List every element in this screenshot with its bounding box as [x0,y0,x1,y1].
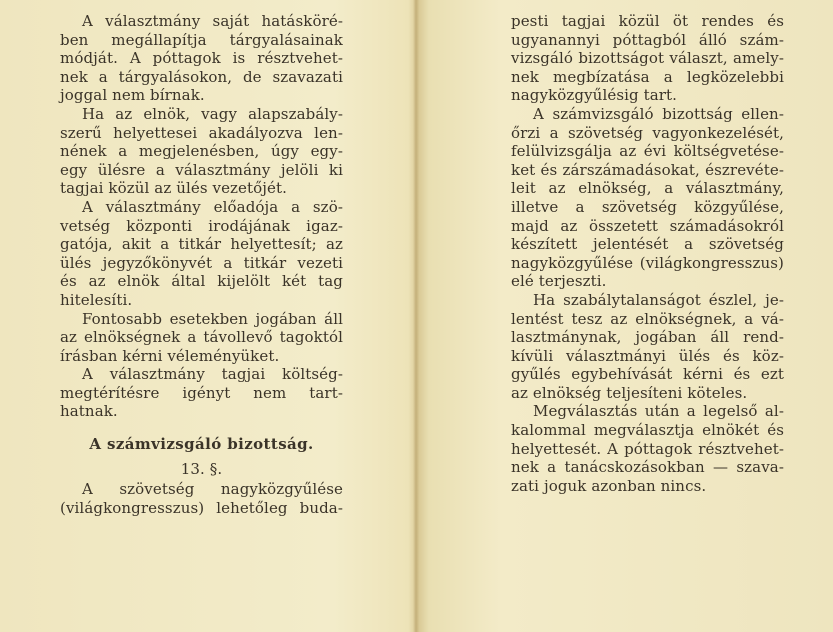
text-line: helyettesét. A póttagok résztvehet- [511,439,784,458]
section-heading: A számvizsgáló bizottság. [89,435,314,454]
text-line: vizsgáló bizottságot választ, amely- [511,49,784,68]
text-line: őrzi a szövetség vagyonkezelését, [511,123,784,142]
text-line: az elnökségnek a távollevő tagoktól [60,328,343,347]
text-line: gatója, akit a titkár helyettesít; az [60,235,343,254]
text-line: Megválasztás után a legelső al- [533,402,784,421]
text-line: kalommal megválasztja elnökét és [511,421,784,440]
text-line: hitelesíti. [60,290,133,309]
text-line: az elnökség teljesíteni köteles. [511,383,748,402]
text-line: nek a tárgyalásokon, de szavazati [60,67,343,86]
text-line: joggal nem bírnak. [60,86,205,105]
text-line: módját. A póttagok is résztvehet- [60,49,343,68]
text-line: majd az összetett számadásokról [511,216,784,235]
text-line: gyűlés egybehívását kérni és ezt [511,365,784,384]
text-line: felülvizsgálja az évi költségvetése- [511,142,784,161]
text-line: lentést tesz az elnökségnek, a vá- [511,309,784,328]
text-line: pesti tagjai közül öt rendes és [511,12,784,30]
text-line: és az elnök által kijelölt két tag [60,272,343,291]
text-line: tagjai közül az ülés vezetőjét. [60,179,288,198]
right-page-paragraphs [511,12,784,495]
text-line: Ha az elnök, vagy alapszabály- [82,104,343,123]
text-line: A választmány tagjai költség- [82,365,343,384]
right-page [511,12,784,495]
text-line: nének a megjelenésben, úgy egy- [60,142,343,161]
text-line: nagyközgyűlésig tart. [511,86,678,105]
left-page [60,12,343,517]
text-line: A választmány saját hatásköré- [82,12,343,30]
text-line: megtérítésre igényt nem tart- [60,383,343,402]
text-line: (világkongresszus) lehetőleg buda- [60,498,343,517]
text-line: nek megbízatása a legközelebbi [511,67,784,86]
section-number: 13. §. [180,459,223,478]
text-line: nagyközgyűlése (világkongresszus) [511,253,784,272]
text-line: készített jelentését a szövetség [511,235,784,254]
text-line: vetség központi irodájának igaz- [60,216,343,235]
text-line: leit az elnökség, a választmány, [511,179,784,198]
text-line: ket és zárszámadásokat, észrevéte- [511,160,784,179]
text-line: zati joguk azonban nincs. [511,476,707,495]
text-line: hatnak. [60,402,118,421]
text-line: írásban kérni véleményüket. [60,346,280,365]
text-line: szerű helyettesei akadályozva len- [60,123,343,142]
text-line: A számvizsgáló bizottság ellen- [533,104,784,123]
text-line: ülés jegyzőkönyvét a titkár vezeti [60,253,343,272]
left-page-paragraphs [60,12,343,421]
left-page-paragraphs-after-heading [60,480,343,517]
text-line: illetve a szövetség közgyűlése, [511,197,784,216]
text-line: egy ülésre a választmány jelöli ki [60,160,343,179]
text-line: A szövetség nagyközgyűlése [82,480,343,499]
text-line: Fontosabb esetekben jogában áll [82,309,343,328]
text-line: Ha szabálytalanságot észlel, je- [533,290,784,309]
text-line: lasztmánynak, jogában áll rend- [511,328,784,347]
text-line: ugyanannyi póttagból álló szám- [511,30,784,49]
text-line: nek a tanácskozásokban — szava- [511,458,784,477]
text-line: elé terjeszti. [511,272,607,291]
text-line: kívüli választmányi ülés és köz- [511,346,784,365]
text-line: A választmány előadója a szö- [82,197,343,216]
book-gutter [413,0,419,632]
text-line: ben megállapítja tárgyalásainak [60,30,343,49]
